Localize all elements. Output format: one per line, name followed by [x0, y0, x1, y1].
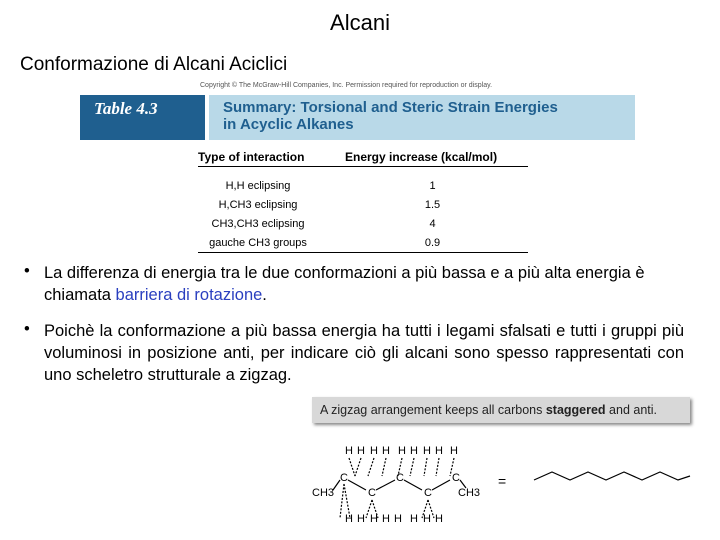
zigzag-structure-diagram [300, 436, 700, 536]
bullet-text: Poichè la conformazione a più bassa energia ha tutti i legami sfalsati e tutti i gruppi più voluminosi in posizione anti, per indicare ciò gli alcani sono spesso rappresentati con uno scheletro strutturale a zigzag. [44, 322, 684, 384]
table-title-line1: Summary: Torsional and Steric Strain Energies [223, 99, 558, 116]
equals-sign: = [498, 473, 507, 489]
bullet-text [44, 262, 684, 306]
carbon-label: C [424, 487, 432, 499]
structural-formula [312, 445, 480, 525]
table-row-value: 0.9 [424, 237, 441, 249]
caption-text: A zigzag arrangement keeps all carbons [320, 403, 546, 417]
hydrogen-label: H [357, 513, 365, 525]
hydrogen-label: H [398, 445, 406, 457]
bullet-text-end: . [262, 286, 267, 304]
col-header-interaction: Type of interaction [198, 150, 305, 164]
slide-subtitle: Conformazione di Alcani Aciclici [20, 54, 288, 75]
hydrogen-label: H [345, 513, 353, 525]
carbon-label: C [452, 472, 460, 484]
copyright-notice: Copyright © The McGraw-Hill Companies, Inc. Permission required for reproduction or display. [200, 82, 493, 89]
table-row-label: CH3,CH3 eclipsing [211, 218, 305, 230]
highlight-term: barriera di rotazione [115, 286, 263, 304]
table-banner [80, 95, 635, 140]
bullet-item [24, 320, 684, 386]
bullet-text-start: La differenza di energia tra le due conformazioni a più bassa e a più alta energia è chiamata [44, 264, 645, 304]
table-row-label: H,CH3 eclipsing [218, 199, 298, 211]
hydrogen-label: H [410, 445, 418, 457]
bullet-dot: • [24, 320, 30, 338]
table-title-line2: in Acyclic Alkanes [223, 116, 354, 133]
hydrogen-label: H [410, 513, 418, 525]
hydrogen-label: H [345, 445, 353, 457]
hydrogen-label: H [394, 513, 402, 525]
page-title: Alcani [330, 10, 390, 35]
hydrogen-label: H [423, 445, 431, 457]
bullet-list [24, 262, 684, 386]
hydrogen-label: H [450, 445, 458, 457]
table-row-value: 1 [429, 180, 436, 192]
header-rule [198, 166, 528, 167]
hydrogen-label: H [435, 513, 443, 525]
table-row-label: H,H eclipsing [225, 180, 291, 192]
skeletal-zigzag-line [534, 472, 690, 480]
hydrogen-label: H [357, 445, 365, 457]
hydrogen-label: H [370, 513, 378, 525]
zigzag-caption [312, 397, 690, 423]
hydrogen-label: H [423, 513, 431, 525]
hydrogen-label: H [382, 445, 390, 457]
methyl-label: CH3 [458, 487, 481, 499]
carbon-label: C [368, 487, 376, 499]
col-header-energy: Energy increase (kcal/mol) [345, 150, 498, 164]
table-row-label: gauche CH3 groups [209, 237, 307, 249]
table-row-value: 1.5 [424, 199, 441, 211]
bullet-dot: • [24, 262, 30, 280]
footer-rule [198, 252, 528, 253]
table-row-value: 4 [429, 218, 436, 230]
caption-bold: staggered [545, 403, 606, 417]
hydrogen-label: H [370, 445, 378, 457]
hydrogen-label: H [382, 513, 390, 525]
caption-text-end: and anti. [605, 403, 658, 417]
bullet-item [24, 262, 684, 306]
methyl-label: CH3 [312, 487, 335, 499]
carbon-label: C [340, 472, 348, 484]
hydrogen-label: H [435, 445, 443, 457]
table-title [209, 95, 558, 140]
table-number: Table 4.3 [80, 95, 205, 140]
carbon-label: C [396, 472, 404, 484]
